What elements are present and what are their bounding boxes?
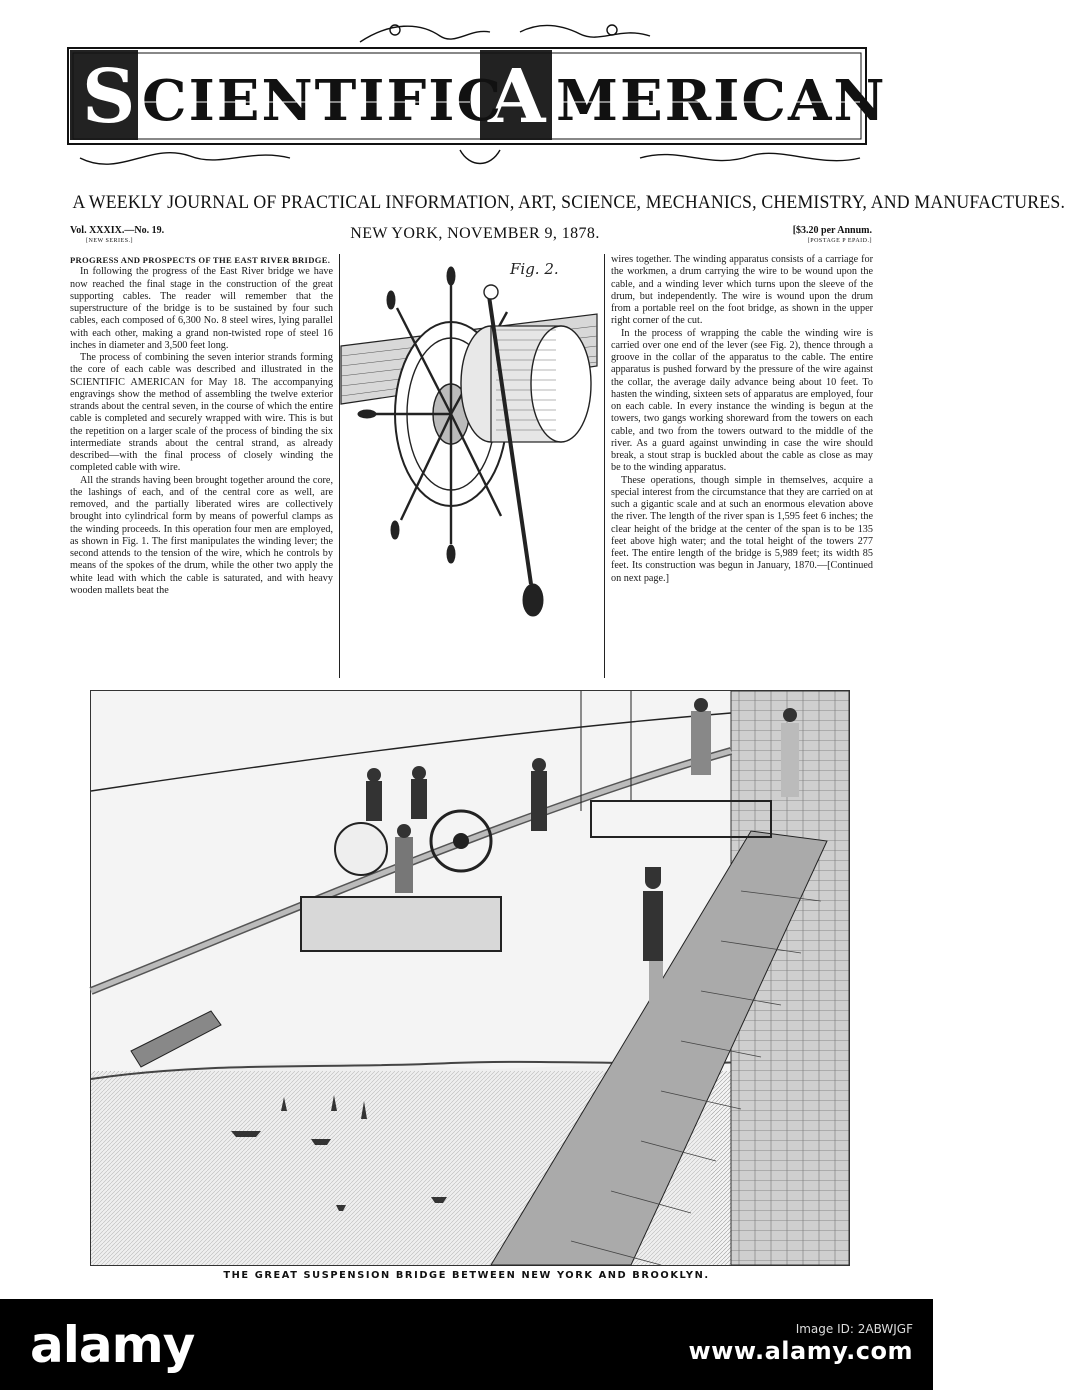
series-note: [NEW SERIES.] (86, 238, 134, 244)
price-info (793, 226, 872, 246)
illustration-caption: THE GREAT SUSPENSION BRIDGE BETWEEN NEW YORK AND BROOKLYN. (223, 1270, 710, 1281)
article-column-left (70, 254, 340, 678)
stock-logo: alamy (30, 1316, 195, 1374)
article-paragraph: In the process of wrapping the cable the winding wire is carried over one end of the lever (see Fig. 2), thence through a groove in the collar of the apparatus to the cable. The entire apparatus is pushed forward by the pressure of the wire against the collar, the average daily advance being about 10 feet. To hasten the winding, sixteen sets of apparatus are employed, four on each cable. In every instance the winding is begun at the towers, two gangs working shoreward from the towers on each cable, and two from the towers outward to the middle of the river. As a guard against unwinding in case the wire should break, a stout strap is buckled about the cable as close as may be to the winding apparatus. (611, 327, 873, 474)
postage-note: [POSTAGE P EPAID.] (807, 238, 872, 244)
masthead (60, 18, 887, 168)
image-id-label: Image ID: 2ABWJGF (795, 1322, 913, 1336)
stock-id-block (688, 1321, 913, 1365)
svg-text:A: A (488, 54, 546, 140)
svg-text:S: S (82, 54, 136, 140)
bridge-illustration (90, 690, 850, 1266)
fig2-label: Fig. 2. (510, 260, 559, 278)
stock-banner (0, 1299, 933, 1390)
article-paragraph: In following the progress of the East River bridge we have now reached the final stage in the construction of the great supporting cables. The reader will remember that the superstructure of the bridge is to be sustained by four such cables, each composed of 6,300 No. 8 steel wires, lying parallel with each other, making a grand non-twisted rope of steel 16 inches in diameter and 3,500 feet long. (70, 266, 333, 351)
article-paragraph: These operations, though simple in themselves, acquire a special interest from the circumstance that they are carried on at such a gigantic scale and at such an enormous elevation above the river. The length of the river span is 1,595 feet 6 inches; the clear height of the bridge at the center of the span is to be 135 feet above high water; and the total height of the towers 277 feet. The entire length of the bridge is 5,989 feet; its width 85 feet. Its construction was begun in January, 1870.—[Continued on next page.] (611, 474, 873, 584)
price: [$3.20 per Annum. (792, 225, 872, 236)
article-paragraph: All the strands having been brought together around the core, the lashings of each, and of the central core as well, are removed, and the partially liberated wires are collectively brought into cylindrical form by means of powerful clamps as the winding proceeds. In this operation four men are employed, as shown in Fig. 1. The first manipulates the winding lever; the second attends to the tension of the wire, which he controls by means of the spokes of the drum, while the other two apply the white lead with which the cable is saturated, and with heavy wooden mallets beat the (70, 474, 333, 596)
volume-number: Vol. XXXIX.—No. 19. (70, 225, 165, 236)
masthead-ornament (60, 18, 887, 168)
stock-url: www.alamy.com (688, 1337, 913, 1365)
article-paragraph: wires together. The winding apparatus consists of a carriage for the workmen, a drum carrying the wire to be wound upon the cable, and a winding lever which turns upon the sleeve of the drum, but independently. The wire is wound upon the drum from a portable reel on the foot bridge, as shown in the upper right corner of the cut. (611, 254, 873, 327)
article-column-right (604, 254, 873, 678)
masthead-subtitle: A WEEKLY JOURNAL OF PRACTICAL INFORMATION, ART, SCIENCE, MECHANICS, CHEMISTRY, AND MANUFACTURES. (72, 193, 1065, 213)
fig2-winding-apparatus-engraving (341, 254, 597, 674)
issue-date: NEW YORK, NOVEMBER 9, 1878. (350, 225, 600, 242)
svg-text:CIENTIFIC: CIENTIFIC (142, 68, 504, 134)
bridge-engraving (91, 691, 849, 1265)
svg-text:MERICAN: MERICAN (556, 68, 887, 134)
dateline (70, 224, 872, 246)
article-paragraph: The process of combining the seven interior strands forming the core of each cable was described and illustrated in the SCIENTIFIC AMERICAN for May 18. The accompanying engravings show the method of assembling the twelve exterior strands about the central seven, in the course of which the entire cable is completed and securely wrapped with wire. This is but the repetition on a larger scale of the process of binding the six intermediate strands about the central strand, as already described—with the final process of closely winding the completed cable with wire. (70, 352, 333, 474)
volume-info (70, 226, 164, 246)
article-headline: PROGRESS AND PROSPECTS OF THE EAST RIVER BRIDGE. (70, 255, 331, 265)
